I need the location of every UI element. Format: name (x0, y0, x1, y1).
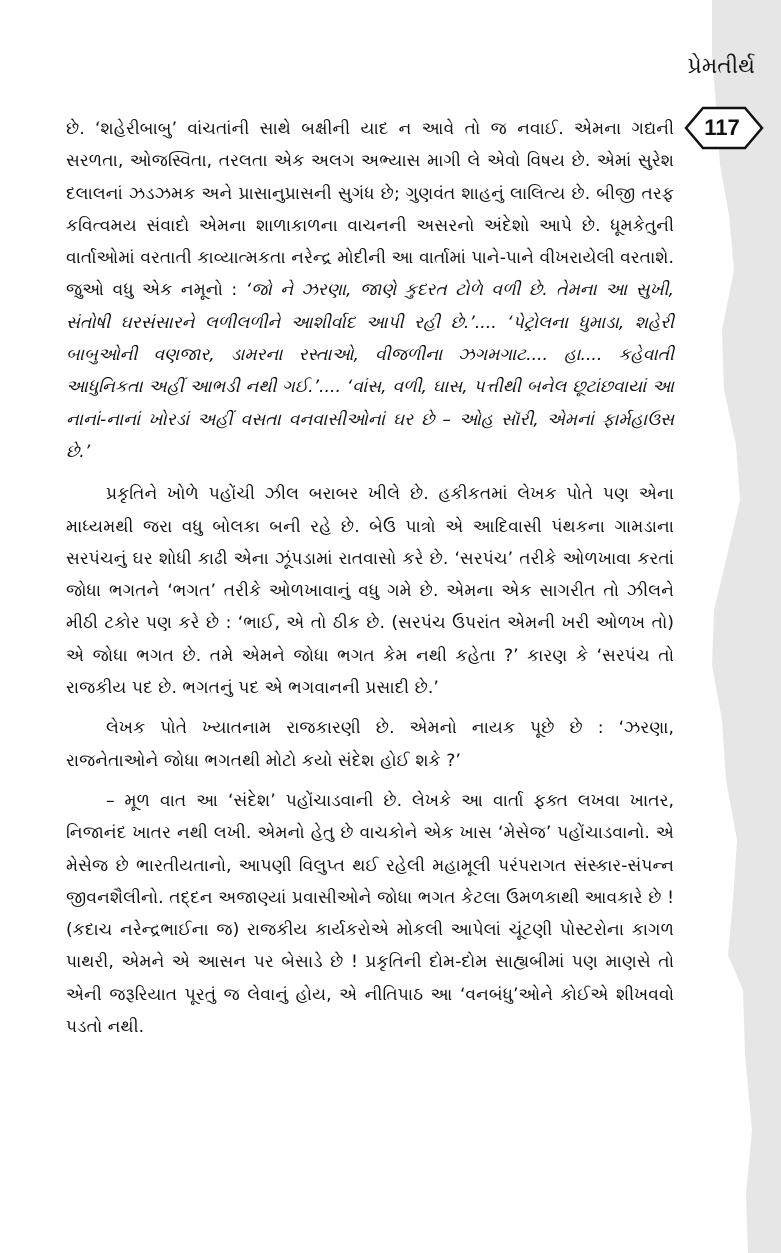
page-number: 117 (704, 115, 740, 140)
book-title: પ્રેમતીર્થ (687, 54, 755, 79)
body-text (66, 113, 674, 1043)
paragraph-3 (66, 712, 674, 777)
paragraph-1-text: છે. ‘શહેરીબાબુ’ વાંચતાંની સાથે બક્ષીની યાદ ન આવે તો જ નવાઈ. એમના ગદ્યની સરળતા, ઓજસ્વિતા, તરલતા એક અલગ અભ્યાસ માગી લે એવો વિષય છે. એમાં સુરેશ દલાલનાં ઝડઝમક અને પ્રાસાનુપ્રાસની સુગંધ છે; ગુણવંત શાહનું લાલિત્ય છે. બીજી તરફ કવિત્વમય સંવાદો એમના શાળાકાળના વાચનની અસરનો અંદેશો આપે છે. ધૂમકેતુની વાર્તાઓમાં વરતાતી કાવ્યાત્મકતા નરેન્દ્ર મોદીની આ વાર્તામાં પાને-પાને વીખરાયેલી વરતાશે. જુઓ વધુ એક નમૂનો : (66, 119, 674, 301)
paragraph-4 (66, 785, 674, 1043)
paragraph-1-quote: ‘જો ને ઝરણા, જાણે કુદરત ટોળે વળી છે. તેમના આ સુખી, સંતોષી ઘરસંસારને લળીલળીને આશીર્વાદ આપી રહી છે.’.... ‘પેટ્રોલના ધુમાડા, શહેરી બાબુઓની વણજાર, ડામરના રસ્તાઓ, વીજળીના ઝગમગાટ.... હા.... કહેવાતી આધુનિકતા અહીં આભડી નથી ગઈ.’.... ‘વાંસ, વળી, ઘાસ, પત્તીથી બનેલ છૂટાંછવાયાં આ નાનાં-નાનાં ખોરડાં અહીં વસતા વનવાસીઓનાં ઘર છે – ઓહ સૉરી, એમનાં ફાર્મહાઉસ છે.’ (66, 280, 675, 462)
paragraph-4-text: – મૂળ વાત આ ‘સંદેશ’ પહોંચાડવાની છે. લેખકે આ વાર્તા ફક્ત લખવા ખાતર, નિજાનંદ ખાતર નથી લખી. એમનો હેતુ છે વાચકોને એક ખાસ ‘મેસેજ’ પહોંચાડવાનો. એ મેસેજ છે ભારતીયતાનો, આપણી વિલુપ્ત થઈ રહેલી મહામૂલી પરંપરાગત સંસ્કાર-સંપન્ન જીવનશૈલીનો. તદ્દન અજાણ્યાં પ્રવાસીઓને જોધા ભગત કેટલા ઉમળકાથી આવકારે છે ! (કદાચ નરેન્દ્રભાઈના જ) રાજકીય કાર્યકરોએ મોકલી આપેલાં ચૂંટણી પોસ્ટરોના કાગળ પાથરી, એમને એ આસન પર બેસાડે છે ! પ્રકૃતિની દોમ-દોમ સાહ્યબીમાં પણ માણસે તો એની જરૂરિયાત પૂરતું જ લેવાનું હોય, એ નીતિપાઠ આ ‘વનબંધુ’ઓને કોઈએ શીખવવો પડતો નથી. (66, 790, 674, 1038)
paragraph-1 (66, 113, 674, 468)
paragraph-3-text: લેખક પોતે ખ્યાતનામ રાજકારણી છે. એમનો નાયક પૂછે છે : ‘ઝરણા, રાજનેતાઓને જોધા ભગતથી મોટો કયો સંદેશ હોઈ શકે ?’ (66, 718, 674, 771)
paragraph-2-text: પ્રકૃતિને ખોળે પહોંચી ઝીલ બરાબર ખીલે છે. હકીકતમાં લેખક પોતે પણ એના માધ્યમથી જરા વધુ બોલકા બની રહે છે. બેઉ પાત્રો એ આદિવાસી પંથકના ગામડાના સરપંચનું ઘર શોધી કાઢી એના ઝૂંપડામાં રાતવાસો કરે છે. ‘સરપંચ’ તરીકે ઓળખાવા કરતાં જોધા ભગતને ‘ભગત’ તરીકે ઓળખાવાનું વધુ ગમે છે. એમના એક સાગરીત તો ઝીલને મીઠી ટકોર પણ કરે છે : ‘ભાઈ, એ તો ઠીક છે. (સરપંચ ઉપરાંત એમની ખરી ઓળખ તો) એ જોધા ભગત છે. તમે એમને જોધા ભગત કેમ નથી કહેતા ?’ કારણ કે ‘સરપંચ તો રાજકીય પદ છે. ભગતનું પદ એ ભગવાનની પ્રસાદી છે.’ (66, 484, 674, 699)
paragraph-2 (66, 478, 674, 704)
